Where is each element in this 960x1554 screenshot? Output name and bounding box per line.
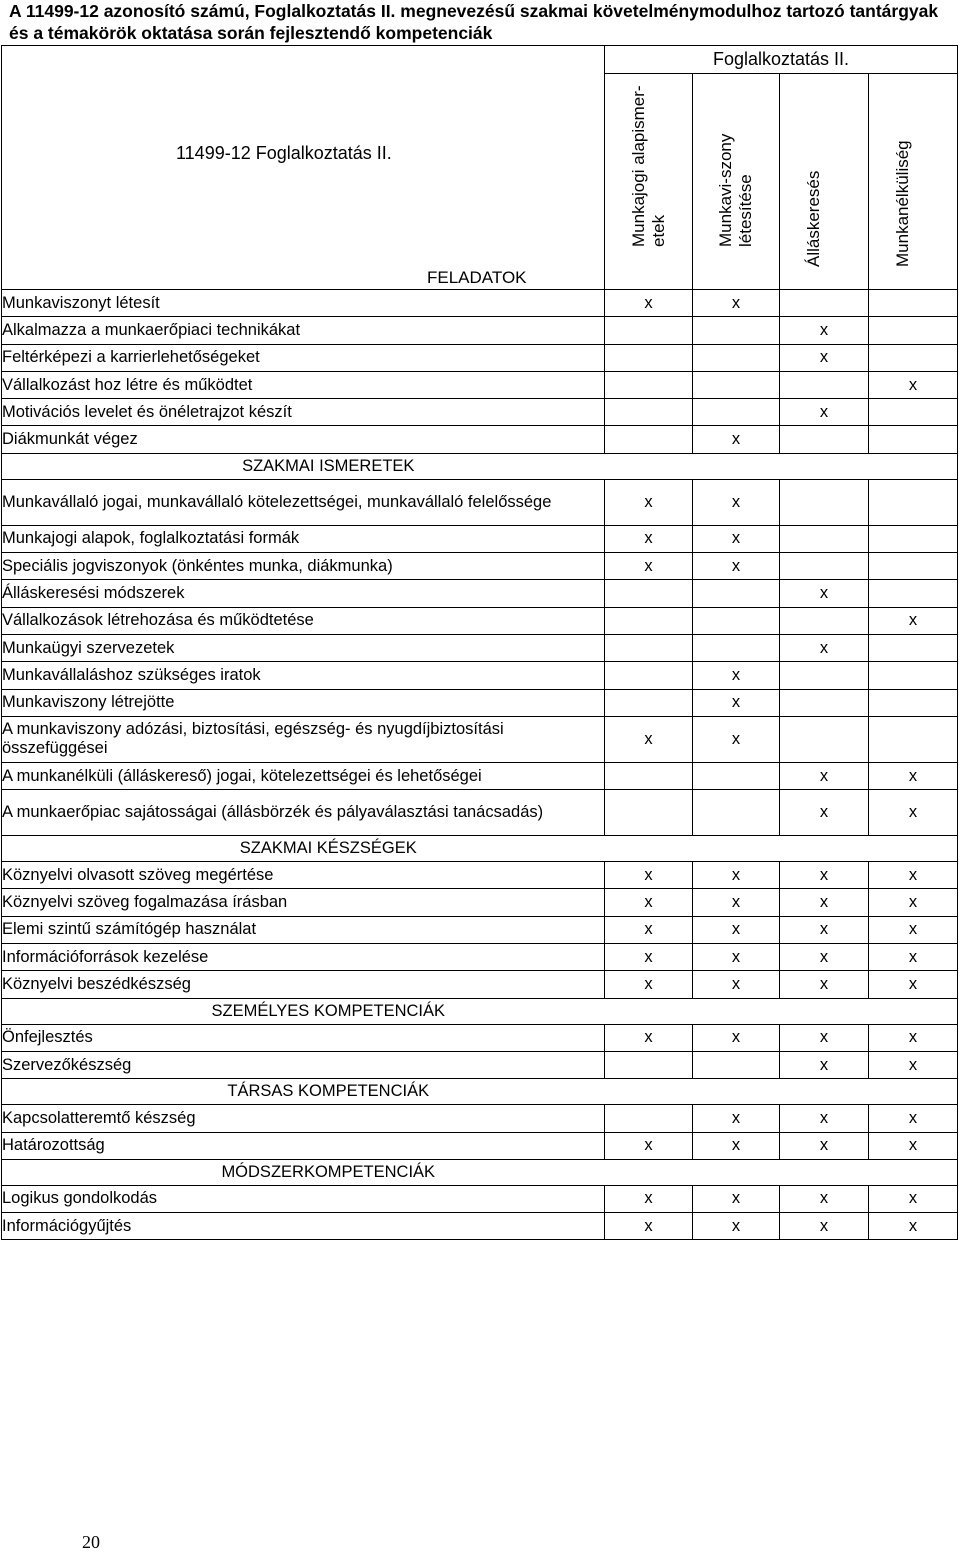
mark-cell — [780, 662, 869, 689]
mark-cell: x — [693, 479, 780, 525]
mark-cell: x — [780, 762, 869, 789]
page-title: A 11499-12 azonosító számú, Foglalkoztatás II. megnevezésű szakmai követelménymodulhoz tartozó tantárgyak és a témakörök oktatása során fejlesztendő kompetenciák — [9, 1, 939, 43]
mark-cell: x — [780, 1105, 869, 1132]
module-title: 11499-12 Foglalkoztatás II. — [176, 143, 392, 163]
table-row — [2, 1213, 958, 1240]
row-label: A munkanélküli (álláskereső) jogai, kötelezettségei és lehetőségei — [2, 762, 605, 789]
table-row — [2, 662, 958, 689]
mark-cell — [693, 344, 780, 371]
mark-cell: x — [869, 1185, 958, 1212]
row-label: Alkalmazza a munkaerőpiaci technikákat — [2, 317, 605, 344]
mark-cell — [780, 689, 869, 716]
section-heading — [2, 836, 605, 862]
section-heading-filler — [605, 1079, 958, 1105]
row-label: A munkaerőpiac sajátosságai (állásbörzék és pályaválasztási tanácsadás) — [2, 790, 605, 836]
table-row — [2, 317, 958, 344]
mark-cell: x — [780, 1051, 869, 1078]
table-row — [2, 1185, 958, 1212]
section-heading-filler — [605, 998, 958, 1024]
mark-cell: x — [869, 1051, 958, 1078]
row-label: Elemi szintű számítógép használat — [2, 916, 605, 943]
table-row — [2, 607, 958, 634]
competency-table — [1, 45, 958, 1240]
table-row — [2, 399, 958, 426]
section-heading-text: MÓDSZERKOMPETENCIÁK — [221, 1162, 436, 1181]
module-header-cell — [2, 46, 605, 290]
mark-cell: x — [605, 716, 693, 762]
table-row — [2, 1051, 958, 1078]
table-row — [2, 479, 958, 525]
mark-cell — [605, 399, 693, 426]
mark-cell — [693, 790, 780, 836]
mark-cell: x — [780, 344, 869, 371]
mark-cell — [693, 634, 780, 661]
table-row — [2, 790, 958, 836]
mark-cell — [869, 317, 958, 344]
mark-cell — [693, 1051, 780, 1078]
row-label: Köznyelvi beszédkészség — [2, 971, 605, 998]
mark-cell: x — [693, 889, 780, 916]
mark-cell: x — [780, 1213, 869, 1240]
mark-cell: x — [780, 580, 869, 607]
section-heading-row — [2, 998, 958, 1024]
mark-cell: x — [693, 862, 780, 889]
mark-cell: x — [605, 553, 693, 580]
row-label: Logikus gondolkodás — [2, 1185, 605, 1212]
section-heading-row — [2, 1079, 958, 1105]
mark-cell — [693, 399, 780, 426]
section-heading-filler — [605, 836, 958, 862]
mark-cell: x — [780, 944, 869, 971]
row-label: Munkavállaláshoz szükséges iratok — [2, 662, 605, 689]
row-label: Kapcsolatteremtő készség — [2, 1105, 605, 1132]
mark-cell: x — [693, 1024, 780, 1051]
row-label: Vállalkozások létrehozása és működtetése — [2, 607, 605, 634]
mark-cell — [780, 525, 869, 552]
mark-cell — [605, 634, 693, 661]
mark-cell — [693, 371, 780, 398]
mark-cell — [780, 479, 869, 525]
row-label: Munkaviszony létrejötte — [2, 689, 605, 716]
mark-cell: x — [605, 971, 693, 998]
table-row — [2, 553, 958, 580]
mark-cell: x — [780, 790, 869, 836]
row-label: Munkajogi alapok, foglalkoztatási formák — [2, 525, 605, 552]
page-number: 20 — [82, 1532, 100, 1552]
table-row — [2, 344, 958, 371]
mark-cell: x — [869, 607, 958, 634]
mark-cell: x — [869, 862, 958, 889]
mark-cell: x — [693, 689, 780, 716]
row-label: Köznyelvi olvasott szöveg megértése — [2, 862, 605, 889]
row-label: Munkavállaló jogai, munkavállaló kötelezettségei, munkavállaló felelőssége — [2, 479, 605, 525]
mark-cell: x — [869, 1024, 958, 1051]
section-heading-row — [2, 836, 958, 862]
mark-cell — [605, 1051, 693, 1078]
mark-cell: x — [780, 889, 869, 916]
section-heading — [2, 453, 605, 479]
table-row — [2, 1132, 958, 1159]
mark-cell — [605, 689, 693, 716]
mark-cell: x — [693, 1105, 780, 1132]
mark-cell: x — [693, 426, 780, 453]
row-label: Speciális jogviszonyok (önkéntes munka, diákmunka) — [2, 553, 605, 580]
mark-cell: x — [605, 1024, 693, 1051]
section-heading-filler — [605, 453, 958, 479]
column-header-label: Munkajogi alapismer-etek — [628, 85, 668, 247]
mark-cell — [869, 580, 958, 607]
row-label: Vállalkozást hoz létre és működtet — [2, 371, 605, 398]
mark-cell: x — [693, 716, 780, 762]
mark-cell: x — [780, 971, 869, 998]
mark-cell: x — [693, 944, 780, 971]
table-row — [2, 426, 958, 453]
mark-cell — [605, 762, 693, 789]
mark-cell: x — [605, 916, 693, 943]
mark-cell: x — [605, 1132, 693, 1159]
column-header-label: Munkavi-szony létesítése — [716, 133, 755, 247]
row-label: Információgyűjtés — [2, 1213, 605, 1240]
mark-cell: x — [869, 944, 958, 971]
row-label: Diákmunkát végez — [2, 426, 605, 453]
mark-cell — [780, 426, 869, 453]
mark-cell: x — [605, 1185, 693, 1212]
mark-cell: x — [780, 862, 869, 889]
row-label: Köznyelvi szöveg fogalmazása írásban — [2, 889, 605, 916]
mark-cell: x — [693, 1185, 780, 1212]
mark-cell — [693, 607, 780, 634]
mark-cell — [869, 399, 958, 426]
row-label: A munkaviszony adózási, biztosítási, egészség- és nyugdíjbiztosítási összefüggései — [2, 716, 605, 762]
section-heading-row — [2, 453, 958, 479]
table-row — [2, 689, 958, 716]
mark-cell — [605, 580, 693, 607]
section-heading-text: SZAKMAI KÉSZSÉGEK — [239, 839, 417, 858]
row-label: Határozottság — [2, 1132, 605, 1159]
mark-cell — [605, 317, 693, 344]
mark-cell — [605, 1105, 693, 1132]
mark-cell: x — [869, 889, 958, 916]
mark-cell — [869, 634, 958, 661]
mark-cell — [780, 290, 869, 317]
mark-cell — [693, 762, 780, 789]
row-label: Munkaviszonyt létesít — [2, 290, 605, 317]
table-row — [2, 290, 958, 317]
mark-cell — [780, 553, 869, 580]
mark-cell — [869, 426, 958, 453]
column-header-label: Munkanélküliség — [893, 140, 912, 267]
column-header-4 — [869, 74, 958, 290]
mark-cell: x — [869, 790, 958, 836]
mark-cell — [869, 662, 958, 689]
mark-cell — [780, 607, 869, 634]
mark-cell: x — [869, 971, 958, 998]
mark-cell — [693, 580, 780, 607]
column-header-label: Álláskeresés — [804, 170, 823, 267]
row-label: Munkaügyi szervezetek — [2, 634, 605, 661]
subject-title: Foglalkoztatás II. — [605, 46, 958, 74]
mark-cell — [605, 662, 693, 689]
table-row — [2, 634, 958, 661]
section-heading — [2, 1159, 605, 1185]
table-row — [2, 944, 958, 971]
table-row — [2, 1105, 958, 1132]
mark-cell: x — [605, 944, 693, 971]
mark-cell: x — [693, 1213, 780, 1240]
mark-cell: x — [693, 553, 780, 580]
section-heading-text: TÁRSAS KOMPETENCIÁK — [227, 1082, 430, 1101]
table-row — [2, 762, 958, 789]
row-label: Álláskeresési módszerek — [2, 580, 605, 607]
mark-cell — [605, 790, 693, 836]
mark-cell: x — [869, 916, 958, 943]
mark-cell — [780, 371, 869, 398]
mark-cell: x — [605, 862, 693, 889]
mark-cell: x — [869, 1105, 958, 1132]
mark-cell: x — [869, 371, 958, 398]
mark-cell: x — [780, 916, 869, 943]
row-label: Információforrások kezelése — [2, 944, 605, 971]
section-heading-text: SZAKMAI ISMERETEK — [242, 456, 415, 475]
table-row — [2, 371, 958, 398]
mark-cell: x — [605, 290, 693, 317]
tasks-section-heading: FELADATOK — [427, 268, 527, 287]
mark-cell — [869, 290, 958, 317]
mark-cell: x — [780, 1024, 869, 1051]
row-label: Önfejlesztés — [2, 1024, 605, 1051]
mark-cell: x — [869, 1213, 958, 1240]
table-row — [2, 580, 958, 607]
mark-cell: x — [605, 889, 693, 916]
mark-cell — [869, 553, 958, 580]
table-row — [2, 1024, 958, 1051]
row-label: Feltérképezi a karrierlehetőségeket — [2, 344, 605, 371]
mark-cell: x — [780, 1132, 869, 1159]
section-heading-row — [2, 1159, 958, 1185]
mark-cell: x — [780, 317, 869, 344]
table-row — [2, 889, 958, 916]
mark-cell — [780, 716, 869, 762]
mark-cell: x — [693, 916, 780, 943]
section-heading-text: SZEMÉLYES KOMPETENCIÁK — [211, 1001, 445, 1020]
table-row — [2, 525, 958, 552]
mark-cell: x — [780, 399, 869, 426]
mark-cell — [869, 716, 958, 762]
mark-cell — [869, 689, 958, 716]
mark-cell: x — [780, 1185, 869, 1212]
mark-cell: x — [869, 762, 958, 789]
section-heading — [2, 1079, 605, 1105]
column-header-3 — [780, 74, 869, 290]
section-heading-filler — [605, 1159, 958, 1185]
mark-cell: x — [605, 1213, 693, 1240]
mark-cell: x — [693, 525, 780, 552]
mark-cell: x — [693, 662, 780, 689]
mark-cell: x — [693, 1132, 780, 1159]
mark-cell: x — [605, 479, 693, 525]
mark-cell: x — [869, 1132, 958, 1159]
mark-cell — [693, 317, 780, 344]
mark-cell — [605, 371, 693, 398]
row-label: Motivációs levelet és önéletrajzot készít — [2, 399, 605, 426]
mark-cell — [605, 607, 693, 634]
row-label: Szervezőkészség — [2, 1051, 605, 1078]
column-header-2 — [693, 74, 780, 290]
mark-cell — [605, 344, 693, 371]
column-header-1 — [605, 74, 693, 290]
section-heading — [2, 998, 605, 1024]
table-row — [2, 916, 958, 943]
mark-cell: x — [605, 525, 693, 552]
table-row — [2, 971, 958, 998]
mark-cell — [605, 426, 693, 453]
mark-cell: x — [780, 634, 869, 661]
mark-cell — [869, 344, 958, 371]
mark-cell — [869, 525, 958, 552]
mark-cell: x — [693, 971, 780, 998]
table-row — [2, 862, 958, 889]
mark-cell: x — [693, 290, 780, 317]
mark-cell — [869, 479, 958, 525]
table-row — [2, 716, 958, 762]
